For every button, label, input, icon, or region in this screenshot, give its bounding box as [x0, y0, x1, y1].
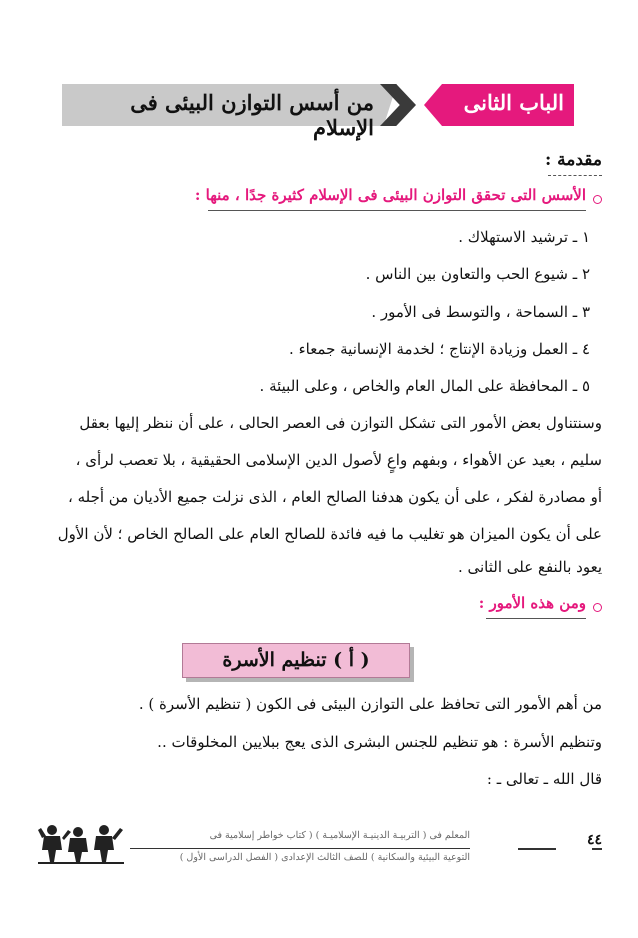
- list-item: ٣ ـ السماحة ، والتوسط فى الأمور .: [371, 303, 590, 321]
- bullet-circle-icon: [593, 603, 602, 612]
- bullet-circle-icon: [593, 195, 602, 204]
- page-number: ٤٤: [586, 832, 602, 848]
- section-line: قال الله ـ تعالى ـ :: [486, 770, 602, 788]
- second-bullet-text: ومن هذه الأمور :: [478, 594, 586, 612]
- list-item: ٥ ـ المحافظة على المال العام والخاص ، وعلى البيئة .: [259, 377, 590, 395]
- paragraph-line: وسنتناول بعض الأمور التى تشكل التوازن فى العصر الحالى ، على أن ننظر إليها بعقل: [79, 414, 602, 432]
- second-bullet: [452, 594, 602, 620]
- chapter-label: الباب الثانى: [463, 90, 564, 115]
- main-bullet-text: الأسس التى تحقق التوازن البيئى فى الإسلام كثيرة جدًا ، منها :: [194, 186, 586, 204]
- paragraph-line: سليم ، بعيد عن الأهواء ، وبفهم واعٍ لأصول الدين الإسلامى الحقيقية ، بلا تعصب لرأى ،: [75, 451, 602, 469]
- page-number-rule: [592, 848, 602, 850]
- main-bullet-underline: [208, 210, 586, 211]
- section-line: من أهم الأمور التى تحافظ على التوازن البيئى فى الكون ( تنظيم الأسرة ) .: [138, 695, 602, 713]
- main-bullet: [102, 186, 602, 212]
- intro-heading: مقدمة :: [544, 150, 602, 170]
- second-bullet-underline: [486, 618, 586, 619]
- intro-underline: [548, 175, 602, 176]
- children-logo-icon: [38, 824, 124, 864]
- footer-line: المعلم فى ( التربيـة الدينيـة الإسلاميـة ) ( كتاب خواطر إسلامية فى: [209, 830, 470, 841]
- section-title-box: [182, 643, 410, 678]
- paragraph-line: يعود بالنفع على الثانى .: [457, 558, 602, 576]
- page-number-rule: [518, 848, 556, 850]
- list-item: ١ ـ ترشيد الاستهلاك .: [458, 228, 590, 246]
- chapter-header: [62, 84, 574, 140]
- list-item: ٢ ـ شيوع الحب والتعاون بين الناس .: [365, 265, 590, 283]
- paragraph-line: أو مصادرة لفكر ، على أن يكون هدفنا الصالح العام ، الذى نزلت جميع الأديان من أجله ،: [67, 488, 602, 506]
- footer-line: التوعية البيئية والسكانية ) للصف الثالث الإعدادى ( الفصل الدراسى الأول ): [179, 852, 470, 863]
- paragraph-line: على أن يكون الميزان هو تغليب ما فيه فائدة للصالح العام على الصالح الخاص ؛ لأن الأول: [57, 525, 602, 543]
- section-line: وتنظيم الأسرة : هو تنظيم للجنس البشرى الذى يعج ببلايين المخلوقات ..: [157, 733, 602, 751]
- footer-divider: [130, 848, 470, 849]
- section-title: ( أ ) تنظيم الأسرة: [222, 649, 370, 671]
- chapter-title: من أسس التوازن البيئى فى الإسلام: [130, 90, 374, 140]
- list-item: ٤ ـ العمل وزيادة الإنتاج ؛ لخدمة الإنسانية جمعاء .: [289, 340, 590, 358]
